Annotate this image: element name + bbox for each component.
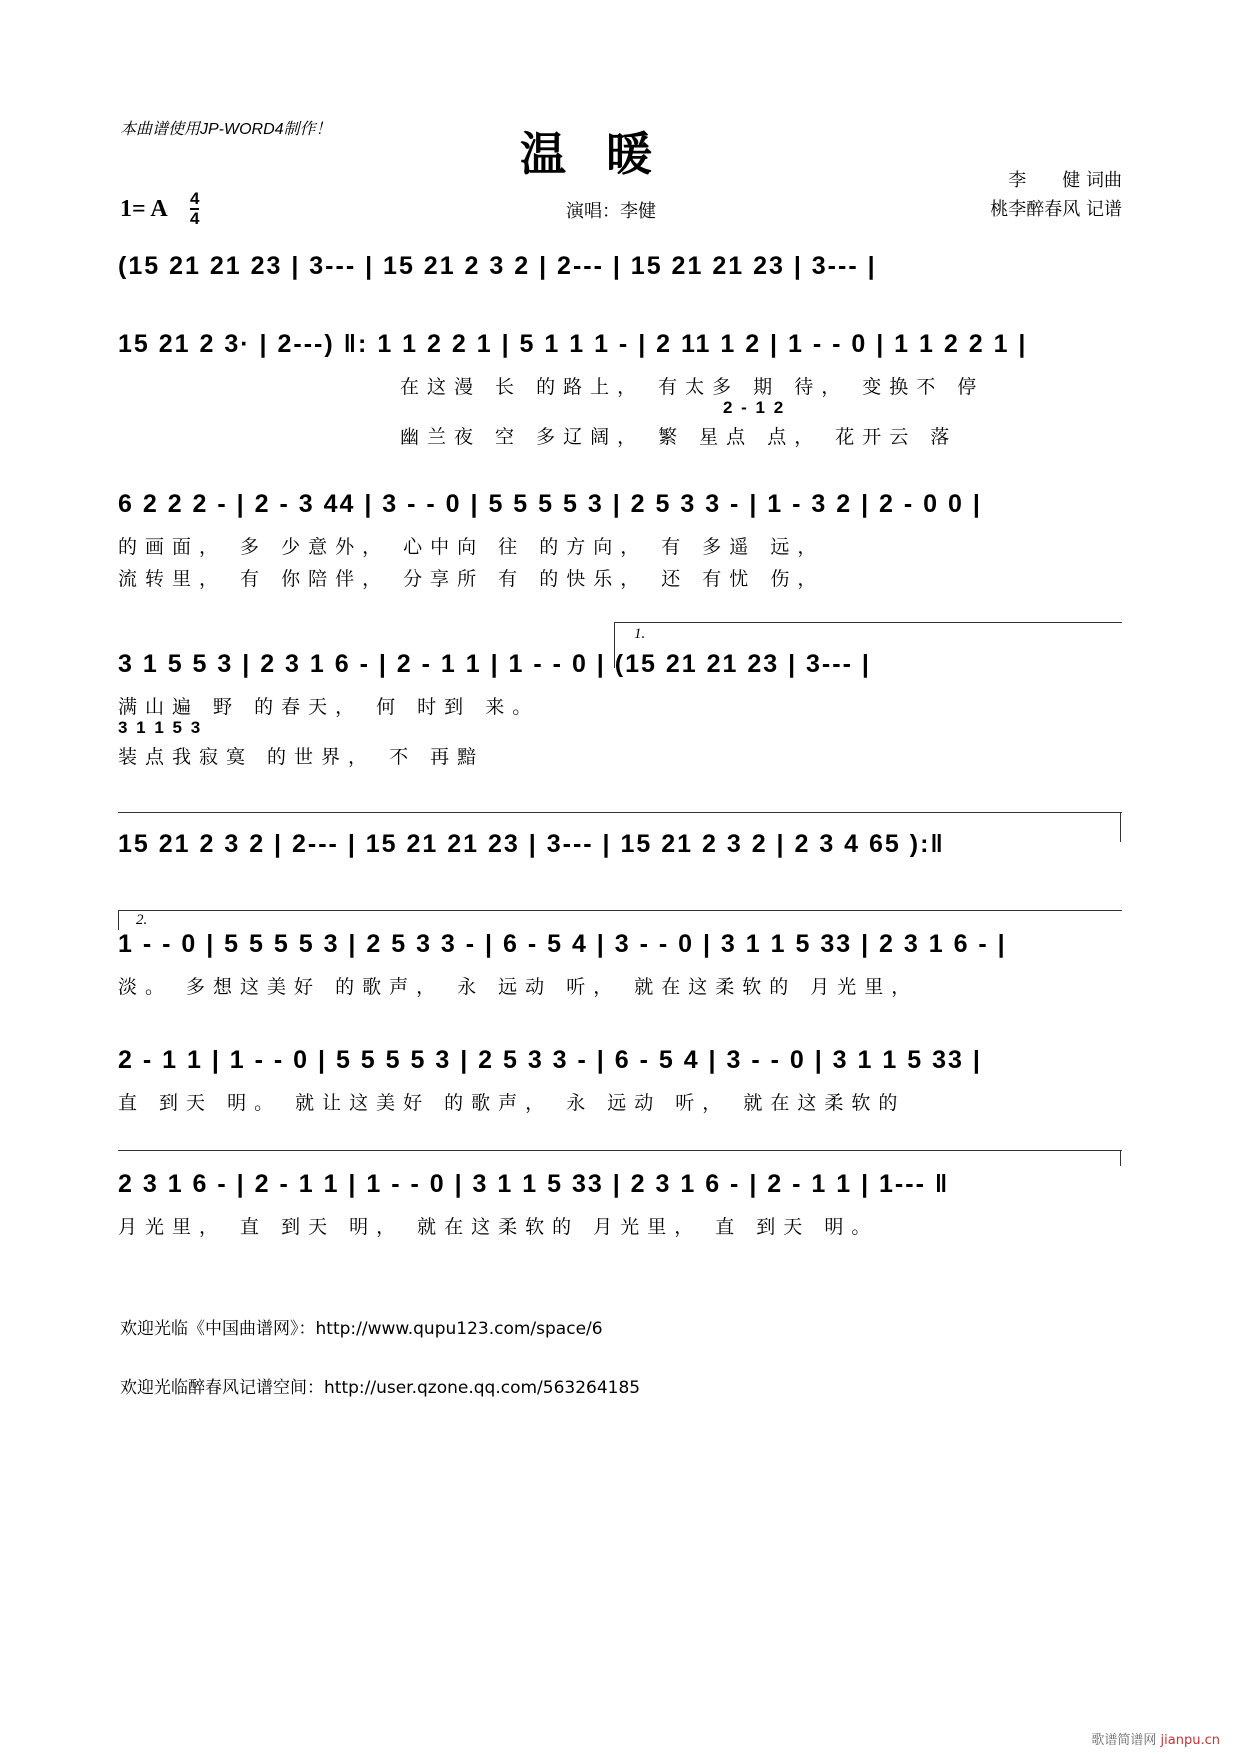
song-title: 温暖 xyxy=(520,127,692,181)
singer: 演唱：李健 xyxy=(566,201,656,222)
ending-bracket-2 xyxy=(118,910,1122,911)
alt-notation: 3 1 1 5 3 xyxy=(118,718,203,737)
lyric-verse-1: 在这漫 长 的路上， 有太多 期 待， 变换不 停 xyxy=(400,376,985,398)
composer: 李 健 词曲 xyxy=(1008,170,1122,191)
lyric-verse-2: 流转里， 有 你陪伴， 分享所 有 的快乐， 还 有忧 伤， xyxy=(118,568,825,590)
notation-line: 2 - 1 1 | 1 - - 0 | 5 5 5 5 3 | 2 5 3 3 - | 6 - 5 4 | 3 - - 0 | 3 1 1 5 33 | xyxy=(118,1046,982,1074)
footer-link-qupu[interactable]: 欢迎光临《中国曲谱网》：http://www.qupu123.com/space/6 xyxy=(120,1319,603,1339)
ending-label-2: 2. xyxy=(136,912,148,928)
ending-bracket-2-edge xyxy=(118,910,119,930)
notation-line: 1 - - 0 | 5 5 5 5 3 | 2 5 3 3 - | 6 - 5 4 | 3 - - 0 | 3 1 1 5 33 | 2 3 1 6 - | xyxy=(118,930,1007,958)
watermark-en: jianpu.cn xyxy=(1160,1733,1220,1748)
alt-notation: 2 - 1 2 xyxy=(723,398,786,417)
lyric-verse-1: 满山遍 野 的春天， 何 时到 来。 xyxy=(118,696,540,718)
time-signature-bottom: 4 xyxy=(190,209,200,228)
credit-note: 本曲谱使用JP-WORD4制作！ xyxy=(120,121,332,138)
section-line-edge xyxy=(1120,1150,1121,1166)
lyric-verse-1: 月光里， 直 到天 明， 就在这柔软的 月光里， 直 到天 明。 xyxy=(118,1216,879,1238)
ending-bracket-line xyxy=(118,812,1122,813)
notation-line: 3 1 5 5 3 | 2 3 1 6 - | 2 - 1 1 | 1 - - 0 | (15 21 21 23 | 3--- | xyxy=(118,650,871,678)
notation-line: 15 21 2 3 2 | 2--- | 15 21 21 23 | 3--- | 15 21 2 3 2 | 2 3 4 65 ):‖ xyxy=(118,830,945,858)
lyric-verse-2: 幽兰夜 空 多辽阔， 繁 星点 点， 花开云 落 xyxy=(400,426,958,448)
time-signature-top: 4 xyxy=(190,189,200,208)
footer-link-qzone[interactable]: 欢迎光临醉春风记谱空间：http://user.qzone.qq.com/563264185 xyxy=(120,1378,641,1398)
transcriber: 桃李醉春风 记谱 xyxy=(990,199,1122,220)
lyric-verse-1: 直 到天 明。 就让这美好 的歌声， 永 远动 听， 就在这柔软的 xyxy=(118,1092,906,1114)
notation-line: 15 21 2 3· | 2---) ‖: 1 1 2 2 1 | 5 1 1 1 - | 2 11 1 2 | 1 - - 0 | 1 1 2 2 1 | xyxy=(118,330,1028,358)
notation-line: (15 21 21 23 | 3--- | 15 21 2 3 2 | 2--- | 15 21 21 23 | 3--- | xyxy=(118,252,877,280)
section-line xyxy=(118,1150,1122,1151)
notation-line: 2 3 1 6 - | 2 - 1 1 | 1 - - 0 | 3 1 1 5 33 | 2 3 1 6 - | 2 - 1 1 | 1--- ‖ xyxy=(118,1170,950,1198)
key-signature: 1= A xyxy=(120,196,168,222)
ending-bracket-1 xyxy=(614,622,1122,623)
lyric-verse-2: 装点我寂寞 的世界， 不 再黯 xyxy=(118,746,485,768)
notation-line: 6 2 2 2 - | 2 - 3 44 | 3 - - 0 | 5 5 5 5 3 | 2 5 3 3 - | 1 - 3 2 | 2 - 0 0 | xyxy=(118,490,982,518)
ending-bracket-edge xyxy=(1120,812,1121,842)
watermark-cn: 歌谱简谱网 xyxy=(1091,1733,1157,1748)
watermark xyxy=(1091,1729,1220,1748)
lyric-verse-1: 的画面， 多 少意外， 心中向 往 的方向， 有 多遥 远， xyxy=(118,536,825,558)
lyric-verse-1: 淡。 多想这美好 的歌声， 永 远动 听， 就在这柔软的 月光里， xyxy=(118,976,919,998)
ending-label-1: 1. xyxy=(634,626,646,642)
time-signature xyxy=(190,190,199,228)
